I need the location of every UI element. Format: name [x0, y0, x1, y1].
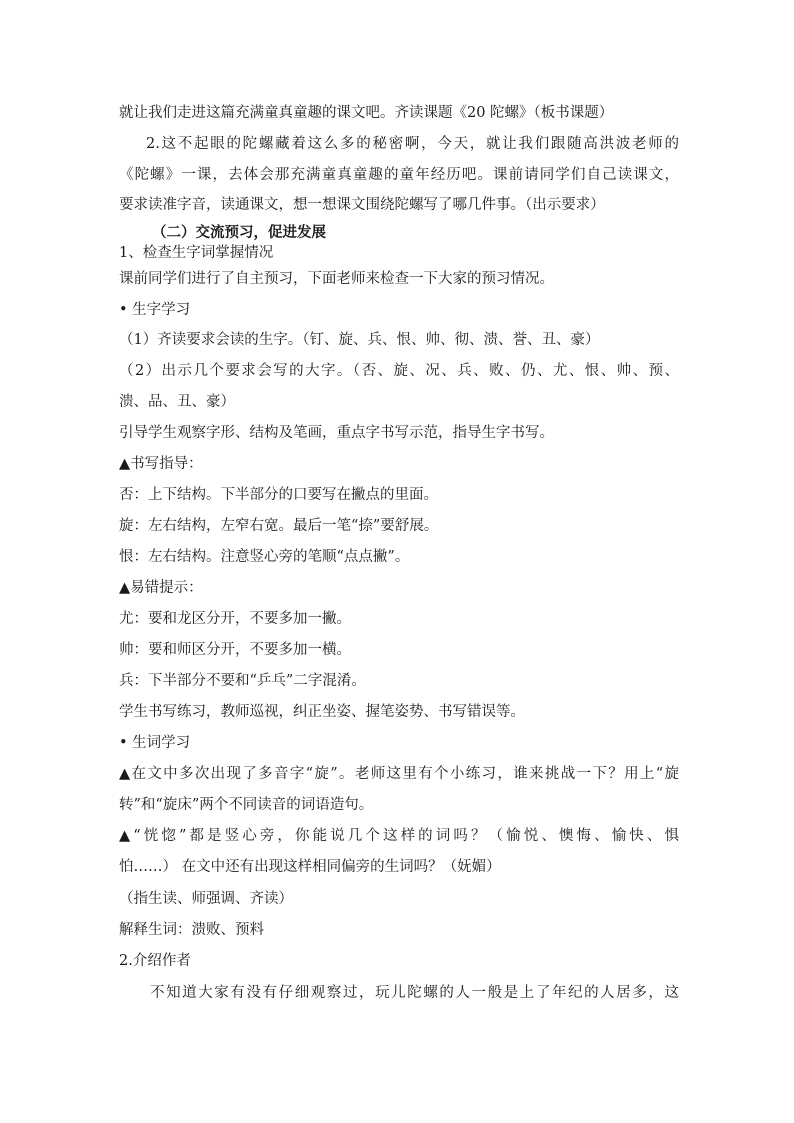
paragraph-line: （2）出示几个要求会写的大字。（否、旋、况、兵、败、仍、尤、恨、帅、预、	[119, 363, 679, 379]
paragraph-line: 就让我们走进这篇充满童真童趣的课文吧。齐读课题《20 陀螺》（板书课题）	[119, 105, 614, 121]
paragraph-line: 学生书写练习，教师巡视，纠正坐姿、握笔姿势、书写错误等。	[119, 704, 525, 720]
paragraph-line: ▲“恍惚”都是竖心旁，你能说几个这样的词吗？（愉悦、懊悔、愉快、惧	[119, 828, 679, 844]
paragraph-line: （指生读、师强调、齐读）	[119, 891, 293, 907]
subheading: 2.介绍作者	[119, 953, 191, 969]
paragraph-line: 否：上下结构。下半部分的口要写在撇点的里面。	[119, 487, 438, 503]
subheading: 1、检查生字词掌握情况	[119, 245, 274, 261]
paragraph-line: 溃、品、丑、豪）	[119, 394, 235, 410]
bullet-heading: • 生词学习	[119, 735, 191, 751]
paragraph-line: 引导学生观察字形、结构及笔画，重点字书写示范，指导生字书写。	[119, 425, 554, 441]
paragraph-line: 解释生词：溃败、预料	[119, 922, 264, 938]
paragraph-line: 课前同学们进行了自主预习，下面老师来检查一下大家的预习情况。	[119, 271, 554, 287]
paragraph-line: （1）齐读要求会读的生字。（钉、旋、兵、恨、帅、彻、溃、誉、丑、豪）	[119, 332, 600, 348]
paragraph-line: 帅：要和师区分开，不要多加一横。	[119, 642, 351, 658]
paragraph-line: 转”和“旋床”两个不同读音的词语造句。	[119, 797, 374, 813]
paragraph-line: 2.这不起眼的陀螺藏着这么多的秘密啊，今天，就让我们跟随高洪波老师的	[146, 136, 679, 152]
paragraph-line: 旋：左右结构，左窄右宽。最后一笔“捺”要舒展。	[119, 518, 439, 534]
paragraph-line: 不知道大家有没有仔细观察过，玩儿陀螺的人一般是上了年纪的人居多，这	[150, 985, 679, 1001]
paragraph-line: 要求读准字音，读通课文，想一想课文围绕陀螺写了哪几件事。（出示要求）	[119, 197, 605, 213]
note-heading: ▲书写指导：	[119, 456, 203, 472]
paragraph-line: 《陀螺》一课，去体会那充满童真童趣的童年经历吧。课前请同学们自己读课文，	[119, 167, 679, 183]
paragraph-line: 尤：要和龙区分开，不要多加一撇。	[119, 611, 351, 627]
paragraph-line: 怕……） 在文中还有出现这样相同偏旁的生词吗？（妩媚）	[119, 859, 501, 875]
note-heading: ▲易错提示：	[119, 580, 203, 596]
section-heading: （二）交流预习，促进发展	[152, 224, 326, 241]
paragraph-line: ▲在文中多次出现了多音字“旋”。老师这里有个小练习，谁来挑战一下？用上“旋	[119, 766, 679, 782]
bullet-heading: • 生字学习	[119, 302, 191, 318]
paragraph-line: 恨：左右结构。注意竖心旁的笔顺“点点撇”。	[119, 549, 410, 565]
paragraph-line: 兵：下半部分不要和“乒乓”二字混淆。	[119, 673, 366, 689]
